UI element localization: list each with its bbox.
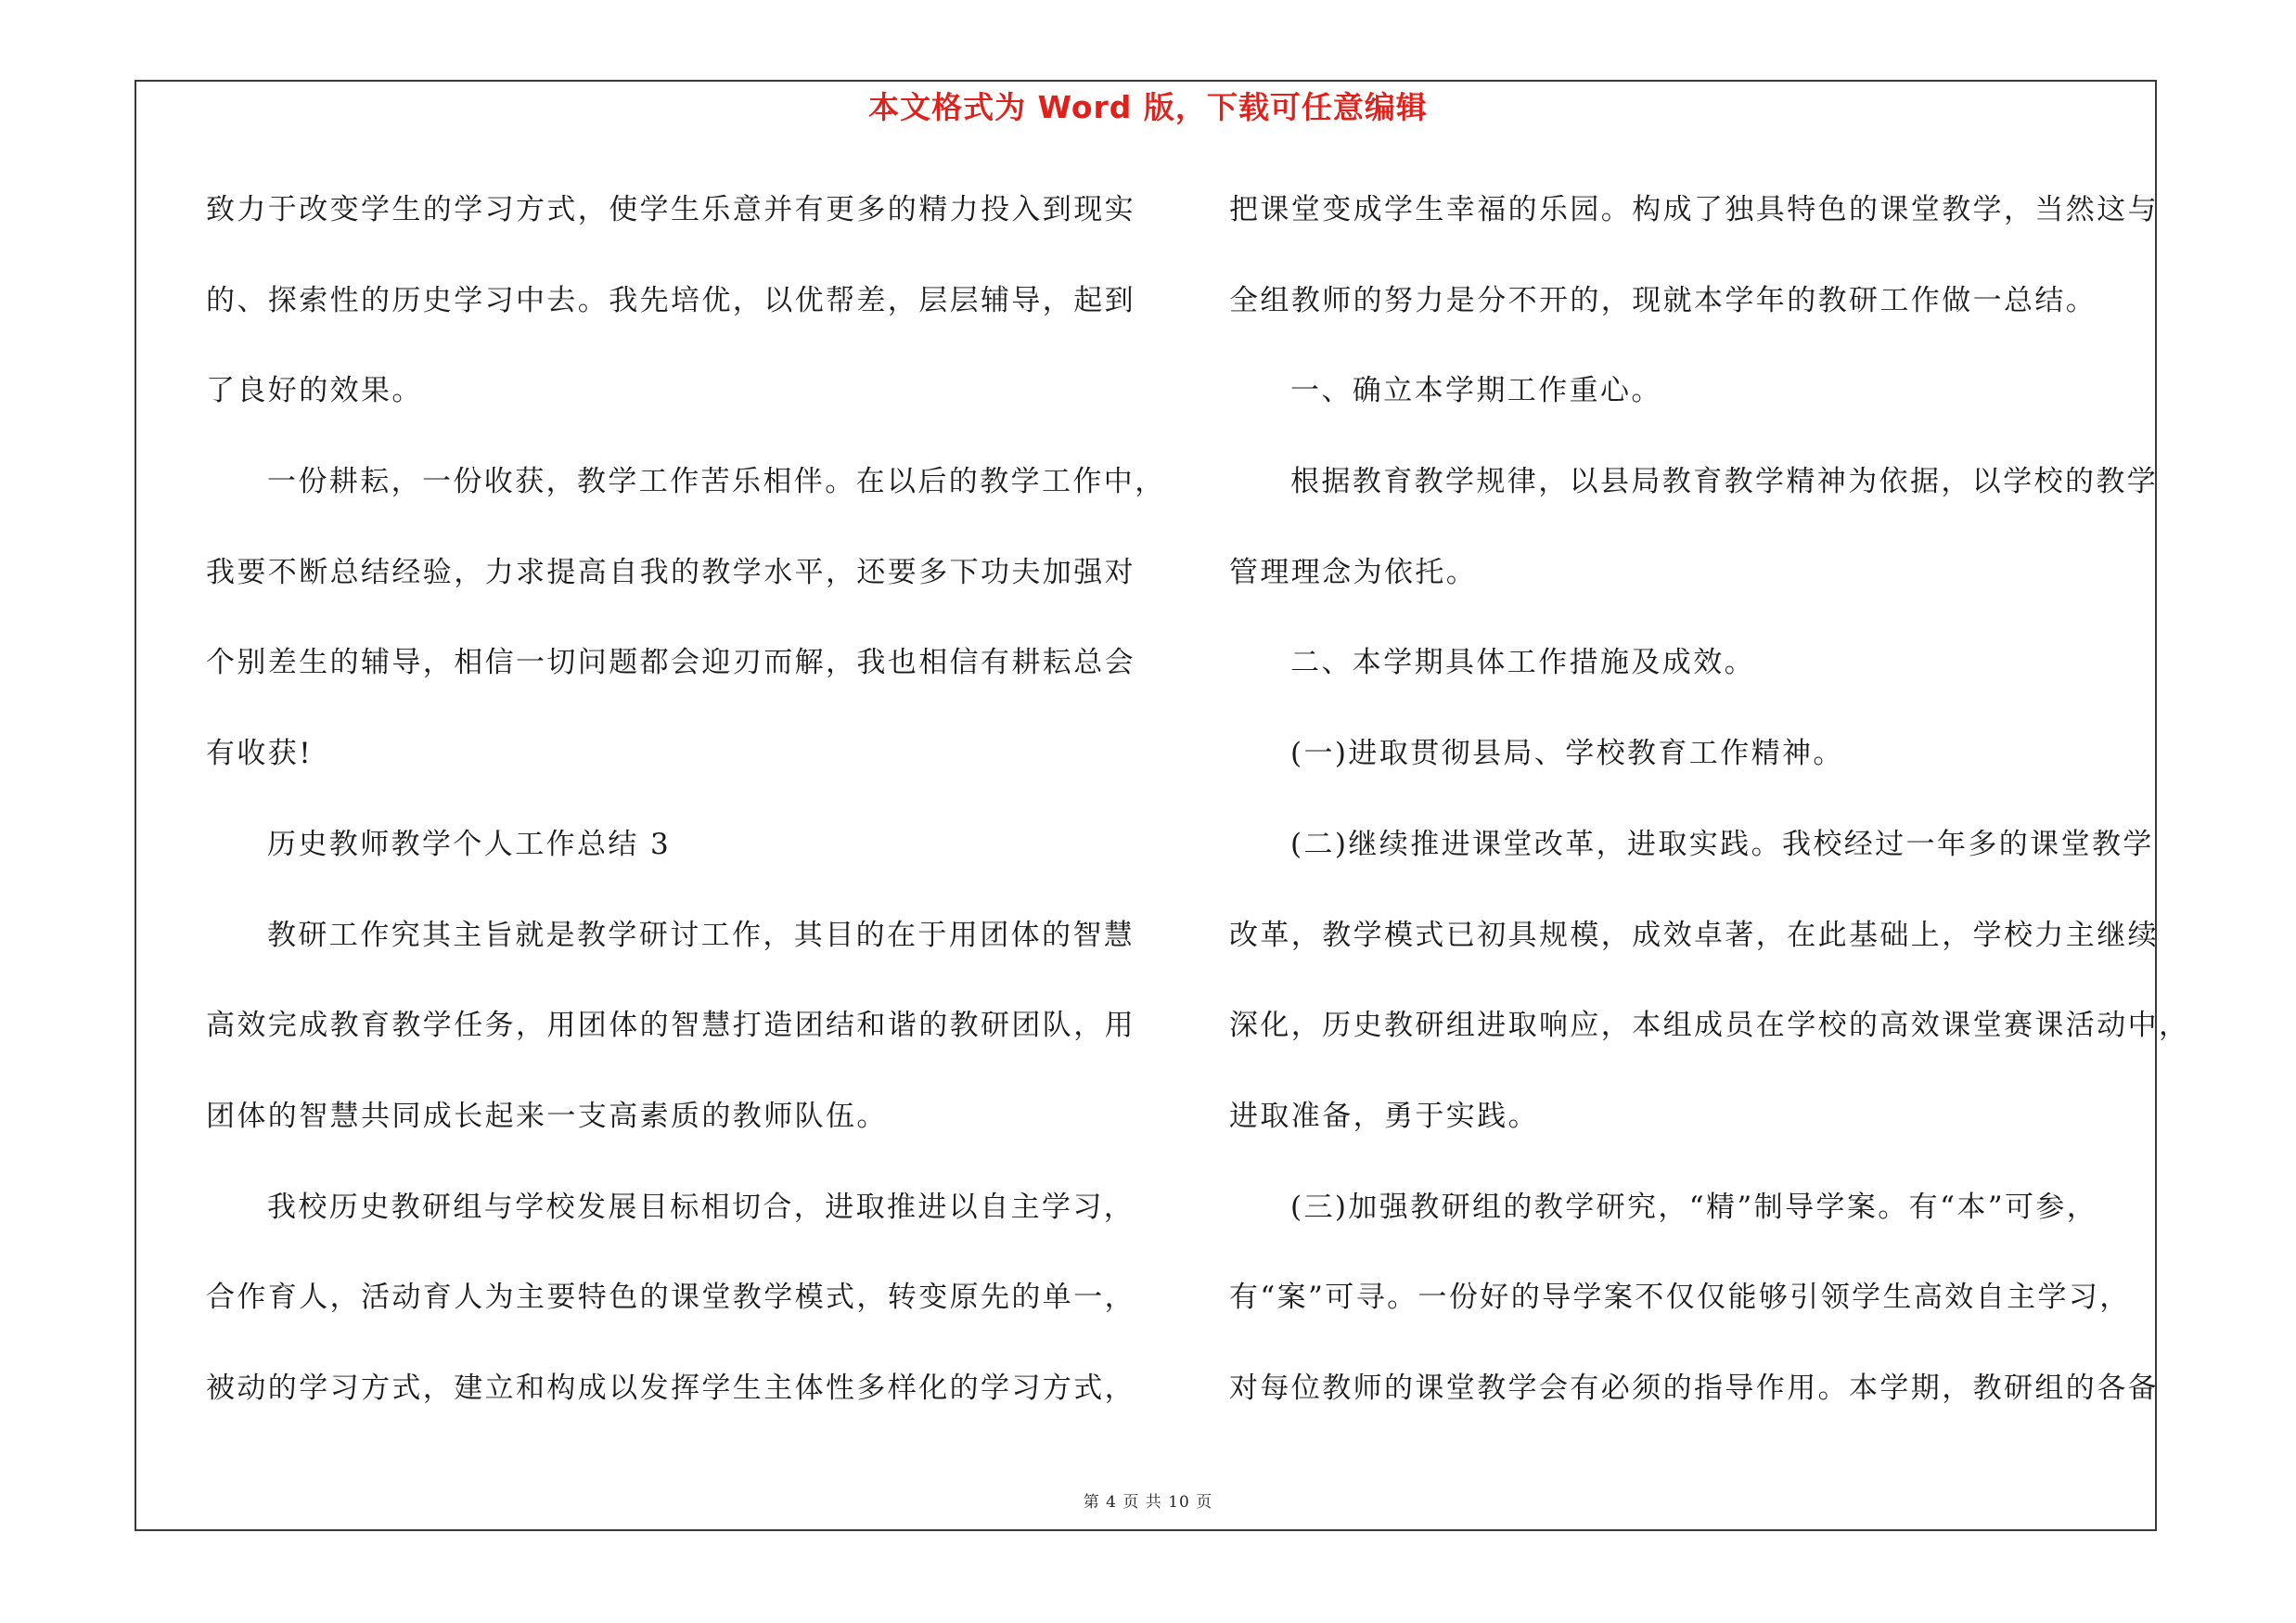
text-line: 了良好的效果。: [206, 374, 423, 408]
text-line: 全组教师的努力是分不开的，现就本学年的教研工作做一总结。: [1229, 283, 2097, 317]
total-page-count: 10: [1168, 1493, 1190, 1512]
text-line: 团体的智慧共同成长起来一支高素质的教师队伍。: [206, 1099, 888, 1133]
text-line: 高效完成教育教学任务，用团体的智慧打造团结和谐的教研团队，用: [206, 1009, 1135, 1043]
text-line: 致力于改变学生的学习方式，使学生乐意并有更多的精力投入到现实: [206, 193, 1135, 226]
text-line: 一份耕耘，一份收获，教学工作苦乐相伴。在以后的教学工作中，: [267, 465, 1166, 499]
section-heading: 历史教师教学个人工作总结 3: [267, 827, 672, 861]
text-line: 被动的学习方式，建立和构成以发挥学生主体性多样化的学习方式，: [206, 1371, 1135, 1405]
text-line: 的、探索性的历史学习中去。我先培优，以优帮差，层层辅导，起到: [206, 283, 1135, 317]
text-line: (三)加强教研组的教学研究，“精”制导学案。有“本”可参，: [1290, 1190, 2098, 1224]
text-line: 根据教育教学规律，以县局教育教学精神为依据，以学校的教学: [1290, 465, 2159, 499]
word-format-banner: [0, 89, 2296, 126]
text-line: 合作育人，活动育人为主要特色的课堂教学模式，转变原先的单一，: [206, 1281, 1135, 1315]
text-line: 我要不断总结经验，力求提高自我的教学水平，还要多下功夫加强对: [206, 555, 1135, 589]
text-line: 一、确立本学期工作重心。: [1290, 374, 1662, 408]
text-line: 改革，教学模式已初具规模，成效卓著，在此基础上，学校力主继续: [1229, 918, 2159, 952]
page-number-footer: [0, 1491, 2296, 1514]
left-text-column: [206, 182, 1166, 1451]
current-page-number: 4: [1106, 1493, 1117, 1512]
text-line: (二)继续推进课堂改革，进取实践。我校经过一年多的课堂教学: [1290, 827, 2154, 861]
text-line: 把课堂变成学生幸福的乐园。构成了独具特色的课堂教学，当然这与: [1229, 193, 2159, 226]
text-line: 教研工作究其主旨就是教学研讨工作，其目的在于用团体的智慧: [267, 918, 1135, 952]
text-line: 个别差生的辅导，相信一切问题都会迎刃而解，我也相信有耕耘总会: [206, 646, 1135, 680]
text-line: 进取准备，勇于实践。: [1229, 1099, 1539, 1133]
text-line: 有收获!: [206, 737, 314, 771]
text-line: 我校历史教研组与学校发展目标相切合，进取推进以自主学习，: [267, 1190, 1135, 1224]
footer-middle: 页 共: [1116, 1493, 1169, 1512]
footer-prefix: 第: [1083, 1493, 1107, 1512]
text-line: (一)进取贯彻县局、学校教育工作精神。: [1290, 737, 1844, 771]
text-line: 深化，历史教研组进取响应，本组成员在学校的高效课堂赛课活动中，: [1229, 1009, 2190, 1043]
footer-suffix: 页: [1189, 1493, 1213, 1512]
text-line: 二、本学期具体工作措施及成效。: [1290, 646, 1755, 680]
text-line: 有“案”可寻。一份好的导学案不仅仅能够引领学生高效自主学习，: [1229, 1281, 2131, 1315]
banner-suffix: 版，下载可任意编辑: [1132, 89, 1428, 125]
right-text-column: [1229, 182, 2190, 1451]
banner-prefix: 本文格式为: [868, 89, 1038, 125]
text-line: 管理理念为依托。: [1229, 555, 1478, 589]
text-line: 对每位教师的课堂教学会有必须的指导作用。本学期，教研组的各备: [1229, 1371, 2159, 1405]
banner-word: Word: [1037, 89, 1133, 125]
